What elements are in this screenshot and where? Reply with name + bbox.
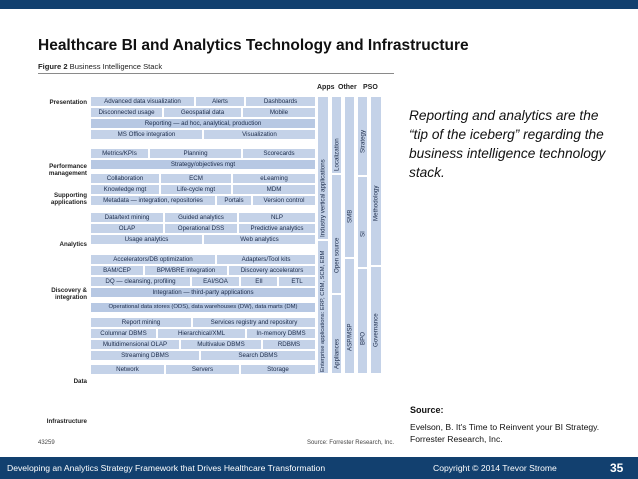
stack-cell: Discovery accelerators (228, 265, 316, 276)
layer-label-data: Data (73, 378, 87, 385)
vertical-column (331, 174, 342, 294)
callout-text: Reporting and analytics are the “tip of the iceberg” regarding the business intelligence technology stack. (409, 108, 606, 180)
vertical-column (344, 96, 355, 258)
stack-cell: Guided analytics (164, 212, 238, 223)
vertical-label: Appliances (333, 338, 340, 369)
stack-cell: Integration — third-party applications (90, 287, 316, 298)
stack-cell: Portals (216, 195, 252, 206)
layer-label-infrastructure: Infrastructure (46, 418, 87, 425)
stack-cell: Geospatial data (163, 107, 242, 118)
stack-cell: Visualization (203, 129, 316, 140)
stack-cell: DQ — cleansing, profiling (90, 276, 191, 287)
vertical-label: Open source (333, 237, 340, 273)
stack-cell: Alerts (195, 96, 245, 107)
stack-cell: EAI/SOA (191, 276, 240, 287)
stack-cell: Predictive analytics (238, 223, 316, 234)
vertical-column (317, 96, 329, 240)
stack-cell: EII (240, 276, 278, 287)
vertical-label: SI (359, 231, 366, 237)
stack-cell: Strategy/objectives mgt (90, 159, 316, 170)
stack-cell: RDBMS (262, 339, 316, 350)
column-header-apps: Apps (317, 84, 335, 91)
stack-cell: BAM/CEP (90, 265, 144, 276)
stack-cell: Usage analytics (90, 234, 203, 245)
stack-cell: Operational DSS (164, 223, 238, 234)
stack-cell: Version control (252, 195, 316, 206)
figure-id: 43259 (38, 440, 55, 446)
layer-label-analytics: Analytics (59, 241, 87, 248)
stack-cell: BPM/BRE integration (144, 265, 228, 276)
stack-cell: Scorecards (242, 148, 316, 159)
stack-cell: NLP (238, 212, 316, 223)
stack-cell: ETL (278, 276, 316, 287)
vertical-column (370, 266, 382, 374)
stack-cell: Hierarchical/XML (157, 328, 246, 339)
vertical-column (317, 240, 329, 374)
figure-rule (38, 73, 394, 74)
vertical-label: SMB (346, 209, 353, 223)
vertical-label: Localization (333, 138, 340, 171)
footer-presentation-title: Developing an Analytics Strategy Framework that Drives Healthcare Transformation (7, 463, 326, 473)
stack-cell: Columnar DBMS (90, 328, 157, 339)
top-accent-bar (0, 0, 638, 9)
footer-copyright: Copyright © 2014 Trevor Strome (433, 463, 557, 473)
stack-cell: Streaming DBMS (90, 350, 200, 361)
stack-cell: eLearning (232, 173, 316, 184)
slide-title: Healthcare BI and Analytics Technology and Infrastructure (38, 37, 469, 54)
figure-source: Source: Forrester Research, Inc. (306, 440, 394, 446)
stack-cell: Life-cycle mgt (160, 184, 232, 195)
figure-caption: Business Intelligence Stack (69, 62, 163, 71)
vertical-label: ASP/MSP (346, 323, 353, 351)
stack-cell: Servers (165, 364, 240, 375)
vertical-label: Strategy (359, 129, 366, 153)
stack-cell: Search DBMS (200, 350, 316, 361)
stack-cell: Planning (149, 148, 242, 159)
page-number: 35 (610, 461, 624, 475)
vertical-label: BPO (359, 331, 366, 345)
stack-cell: Metrics/KPIs (90, 148, 149, 159)
stack-cell: MDM (232, 184, 316, 195)
layer-label-discovery-integration: Discovery & integration (51, 287, 87, 301)
stack-cell: Services registry and repository (192, 317, 316, 328)
stack-cell: ECM (160, 173, 232, 184)
stack-cell: Mobile (242, 107, 316, 118)
stack-cell: Collaboration (90, 173, 160, 184)
vertical-column (357, 96, 368, 176)
column-header-other: Other (338, 84, 357, 91)
vertical-label: Industry vertical applications (319, 159, 327, 237)
source-citation: Evelson, B. It's Time to Reinvent your BI Strategy. Forrester Research, Inc. (410, 422, 600, 444)
stack-cell: OLAP (90, 223, 164, 234)
stack-cell: Multivalue DBMS (180, 339, 262, 350)
figure-number: Figure 2 (38, 62, 68, 71)
stack-cell: Metadata — integration, repositories (90, 195, 216, 206)
stack-cell: Network (90, 364, 165, 375)
stack-cell: Multidimensional OLAP (90, 339, 180, 350)
layer-label-supporting-applications: Supporting applications (50, 192, 87, 206)
vertical-label: Governance (372, 313, 380, 347)
layer-label-performance-management: Performance management (48, 163, 87, 177)
source-heading: Source: (410, 405, 444, 415)
vertical-column (331, 96, 342, 174)
stack-cell: In-memory DBMS (246, 328, 316, 339)
bi-stack-figure (38, 60, 396, 452)
figure-title (38, 62, 162, 71)
stack-cell: Accelerators/DB optimization (90, 254, 216, 265)
footer-bar (0, 457, 638, 479)
stack-cell: Advanced data visualization (90, 96, 195, 107)
stack-cell: Storage (240, 364, 316, 375)
stack-cell: Data/text mining (90, 212, 164, 223)
vertical-column (331, 294, 342, 374)
vertical-label: Methodology (372, 185, 380, 221)
vertical-label: Enterprise applications: ERP, CRM, SCM, EBM (320, 250, 326, 372)
stack-cell: Dashboards (245, 96, 316, 107)
column-header-pso: PSO (363, 84, 378, 91)
stack-cell: Adapters/Tool kits (216, 254, 316, 265)
stack-cell: Report mining (90, 317, 192, 328)
vertical-column (357, 268, 368, 374)
vertical-column (370, 96, 382, 266)
stack-cell: Knowledge mgt (90, 184, 160, 195)
vertical-column (344, 258, 355, 374)
stack-cell: Reporting — ad hoc, analytical, production (90, 118, 316, 129)
stack-cell: Operational data stores (ODS), data warehouses (DW), data marts (DM) (90, 302, 316, 313)
vertical-column (357, 176, 368, 268)
stack-cell: Web analytics (203, 234, 316, 245)
stack-cell: Disconnected usage (90, 107, 163, 118)
stack-cell: MS Office integration (90, 129, 203, 140)
layer-label-presentation: Presentation (49, 99, 87, 106)
